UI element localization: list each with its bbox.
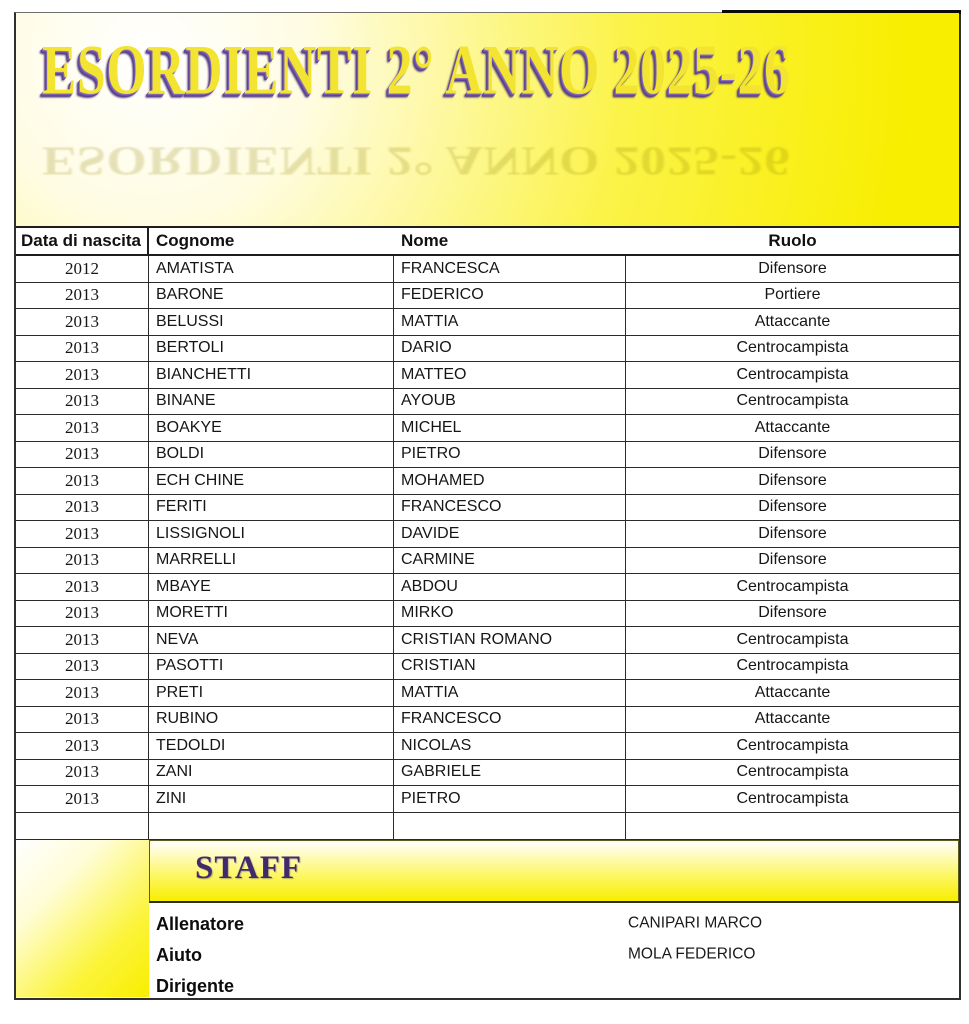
table-row bbox=[16, 654, 959, 681]
staff-heading-band bbox=[149, 840, 959, 903]
cell-nome: CRISTIAN ROMANO bbox=[394, 627, 626, 653]
cell-cognome: ZANI bbox=[149, 760, 394, 786]
staff-member-name: MOLA FEDERICO bbox=[628, 945, 756, 963]
cell-anno: 2013 bbox=[16, 468, 149, 494]
cell-cognome bbox=[149, 813, 394, 840]
cell-cognome: ECH CHINE bbox=[149, 468, 394, 494]
title-banner bbox=[16, 13, 959, 228]
table-row bbox=[16, 786, 959, 813]
table-row bbox=[16, 627, 959, 654]
cell-ruolo: Centrocampista bbox=[736, 339, 849, 357]
table-header-row bbox=[16, 228, 959, 256]
staff-member-name: CANIPARI MARCO bbox=[628, 914, 763, 932]
cell-nome: CARMINE bbox=[394, 548, 626, 574]
cell-anno: 2013 bbox=[16, 627, 149, 653]
cell-nome: MIRKO bbox=[394, 601, 626, 627]
header-cognome: Cognome bbox=[156, 231, 235, 250]
cell-anno: 2013 bbox=[16, 574, 149, 600]
table-row bbox=[16, 760, 959, 787]
cell-anno: 2013 bbox=[16, 389, 149, 415]
cell-ruolo: Difensore bbox=[758, 604, 827, 622]
cell-nome: MOHAMED bbox=[394, 468, 626, 494]
cell-cognome: BERTOLI bbox=[149, 336, 394, 362]
cell-anno: 2013 bbox=[16, 654, 149, 680]
cell-ruolo: Attaccante bbox=[754, 710, 831, 728]
cell-anno: 2013 bbox=[16, 442, 149, 468]
cell-ruolo: Portiere bbox=[764, 286, 821, 304]
cell-anno: 2013 bbox=[16, 495, 149, 521]
cell-cognome: BIANCHETTI bbox=[149, 362, 394, 388]
table-row bbox=[16, 680, 959, 707]
cell-nome bbox=[394, 813, 626, 840]
staff-role-label: Allenatore bbox=[156, 914, 245, 934]
cell-cognome: BOLDI bbox=[149, 442, 394, 468]
table-row bbox=[16, 521, 959, 548]
cell-ruolo: Difensore bbox=[758, 445, 827, 463]
header-ruolo: Ruolo bbox=[768, 231, 817, 250]
table-row bbox=[16, 309, 959, 336]
cell-nome: MICHEL bbox=[394, 415, 626, 441]
table-row bbox=[16, 574, 959, 601]
staff-rows bbox=[149, 903, 959, 1002]
cell-nome: DAVIDE bbox=[394, 521, 626, 547]
cell-nome: GABRIELE bbox=[394, 760, 626, 786]
cell-cognome: FERITI bbox=[149, 495, 394, 521]
document-frame bbox=[14, 12, 961, 1000]
cell-nome: MATTIA bbox=[394, 680, 626, 706]
cell-nome: FRANCESCO bbox=[394, 495, 626, 521]
cell-cognome: PASOTTI bbox=[149, 654, 394, 680]
cell-anno: 2013 bbox=[16, 283, 149, 309]
page-title-reflection: ESORDIENTI 2° ANNO 2025-26 bbox=[42, 138, 791, 184]
cell-cognome: BOAKYE bbox=[149, 415, 394, 441]
cell-anno: 2013 bbox=[16, 521, 149, 547]
table-row bbox=[16, 548, 959, 575]
cell-ruolo: Centrocampista bbox=[736, 763, 849, 781]
table-row bbox=[16, 415, 959, 442]
cell-anno: 2013 bbox=[16, 680, 149, 706]
header-data-di-nascita: Data di nascita bbox=[16, 228, 149, 254]
cell-cognome: RUBINO bbox=[149, 707, 394, 733]
table-row bbox=[16, 601, 959, 628]
cell-ruolo: Centrocampista bbox=[736, 365, 849, 383]
cell-nome: AYOUB bbox=[394, 389, 626, 415]
table-body bbox=[16, 256, 959, 839]
cell-cognome: BINANE bbox=[149, 389, 394, 415]
table-row bbox=[16, 813, 959, 840]
cell-ruolo: Centrocampista bbox=[736, 736, 849, 754]
table-row bbox=[16, 256, 959, 283]
cell-nome: FRANCESCO bbox=[394, 707, 626, 733]
cell-ruolo: Centrocampista bbox=[736, 577, 849, 595]
cell-nome: FRANCESCA bbox=[394, 256, 626, 282]
cell-cognome: MORETTI bbox=[149, 601, 394, 627]
cell-nome: MATTIA bbox=[394, 309, 626, 335]
cell-ruolo: Attaccante bbox=[754, 418, 831, 436]
cell-cognome: PRETI bbox=[149, 680, 394, 706]
table-row bbox=[16, 442, 959, 469]
table-row bbox=[16, 336, 959, 363]
cell-ruolo: Centrocampista bbox=[736, 789, 849, 807]
cell-anno: 2013 bbox=[16, 707, 149, 733]
staff-role-label: Dirigente bbox=[156, 976, 235, 996]
cell-ruolo: Difensore bbox=[758, 259, 827, 277]
cell-cognome: MARRELLI bbox=[149, 548, 394, 574]
cell-anno: 2012 bbox=[16, 256, 149, 282]
cell-nome: ABDOU bbox=[394, 574, 626, 600]
staff-role-label: Aiuto bbox=[156, 945, 202, 965]
cell-anno: 2013 bbox=[16, 733, 149, 759]
cell-nome: NICOLAS bbox=[394, 733, 626, 759]
cell-ruolo bbox=[626, 813, 959, 840]
staff-left-yellow-cell bbox=[16, 840, 149, 997]
table-row bbox=[16, 468, 959, 495]
cell-nome: FEDERICO bbox=[394, 283, 626, 309]
page-title: ESORDIENTI 2° ANNO 2025-26 bbox=[42, 30, 791, 110]
cell-anno: 2013 bbox=[16, 548, 149, 574]
table-row bbox=[16, 389, 959, 416]
cell-cognome: ZINI bbox=[149, 786, 394, 812]
cell-nome: MATTEO bbox=[394, 362, 626, 388]
cell-anno: 2013 bbox=[16, 362, 149, 388]
cell-ruolo: Difensore bbox=[758, 524, 827, 542]
cell-ruolo: Difensore bbox=[758, 498, 827, 516]
staff-row bbox=[149, 971, 959, 1002]
cell-anno: 2013 bbox=[16, 786, 149, 812]
cell-nome: PIETRO bbox=[394, 786, 626, 812]
cell-nome: DARIO bbox=[394, 336, 626, 362]
cell-anno: 2013 bbox=[16, 760, 149, 786]
cell-cognome: BARONE bbox=[149, 283, 394, 309]
cell-ruolo: Centrocampista bbox=[736, 392, 849, 410]
cell-anno: 2013 bbox=[16, 309, 149, 335]
staff-content bbox=[149, 840, 959, 997]
cell-cognome: TEDOLDI bbox=[149, 733, 394, 759]
cell-anno bbox=[16, 813, 149, 840]
staff-section bbox=[16, 839, 959, 997]
table-row bbox=[16, 283, 959, 310]
cell-cognome: AMATISTA bbox=[149, 256, 394, 282]
cell-ruolo: Attaccante bbox=[754, 312, 831, 330]
staff-heading: STAFF bbox=[195, 850, 303, 886]
staff-row bbox=[149, 940, 959, 971]
cell-ruolo: Attaccante bbox=[754, 683, 831, 701]
cell-nome: CRISTIAN bbox=[394, 654, 626, 680]
staff-row bbox=[149, 909, 959, 940]
cell-ruolo: Difensore bbox=[758, 471, 827, 489]
cell-cognome: BELUSSI bbox=[149, 309, 394, 335]
header-nome: Nome bbox=[401, 231, 449, 250]
cell-ruolo: Centrocampista bbox=[736, 630, 849, 648]
cell-ruolo: Centrocampista bbox=[736, 657, 849, 675]
cell-cognome: LISSIGNOLI bbox=[149, 521, 394, 547]
cell-anno: 2013 bbox=[16, 601, 149, 627]
table-row bbox=[16, 495, 959, 522]
cell-nome: PIETRO bbox=[394, 442, 626, 468]
table-row bbox=[16, 362, 959, 389]
cell-anno: 2013 bbox=[16, 336, 149, 362]
cell-cognome: MBAYE bbox=[149, 574, 394, 600]
cell-ruolo: Difensore bbox=[758, 551, 827, 569]
table-row bbox=[16, 707, 959, 734]
table-row bbox=[16, 733, 959, 760]
cell-cognome: NEVA bbox=[149, 627, 394, 653]
cell-anno: 2013 bbox=[16, 415, 149, 441]
